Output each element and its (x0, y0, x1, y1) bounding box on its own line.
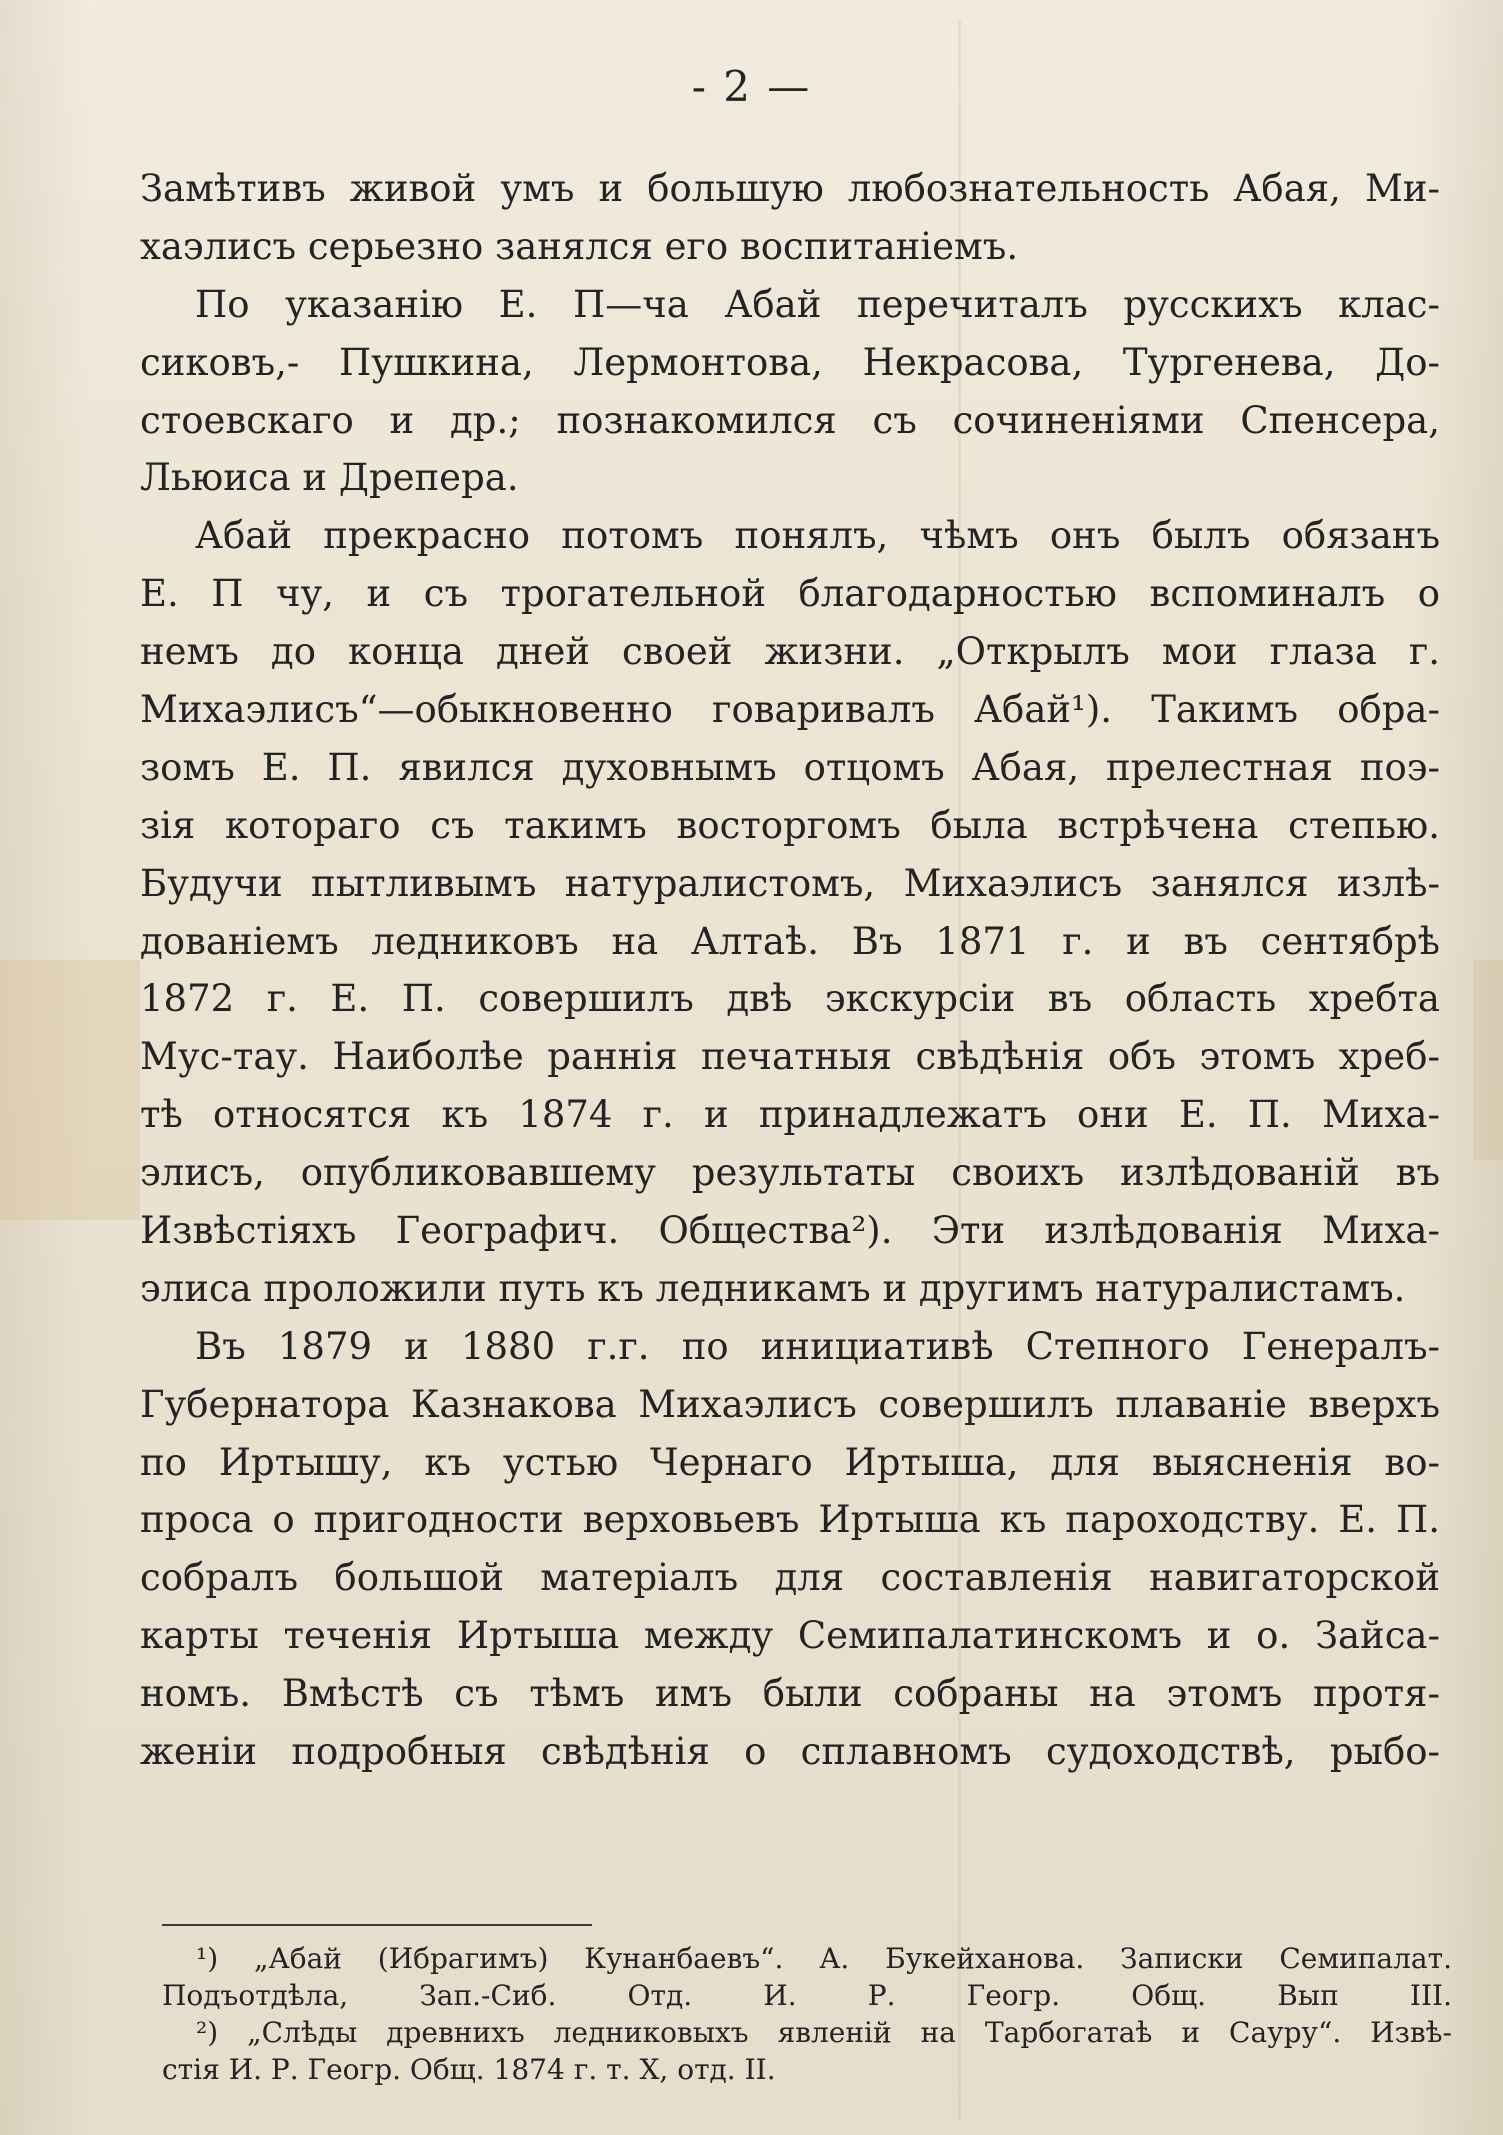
text-line: 1872 г. Е. П. совершилъ двѣ экскурсіи въ область хребта (140, 977, 1440, 1021)
text-line: Е. П чу, и съ трогательной благодарностью вспоминалъ о (140, 572, 1440, 616)
text-line: зія котораго съ такимъ восторгомъ была встрѣчена степью. (140, 803, 1440, 847)
text-line: элиса проложили путь къ ледникамъ и другимъ натуралистамъ. (140, 1266, 1406, 1310)
text-line: Мус-тау. Наиболѣе раннія печатныя свѣдѣнія объ этомъ хреб- (140, 1035, 1440, 1079)
text-line: тѣ относятся къ 1874 г. и принадлежатъ они Е. П. Миха- (140, 1093, 1440, 1137)
text-line: Будучи пытливымъ натуралистомъ, Михаэлисъ занялся излѣ- (140, 861, 1440, 905)
text-line: Въ 1879 и 1880 г.г. по инициативѣ Степного Генералъ- (195, 1324, 1440, 1368)
body-text (140, 160, 1440, 1781)
text-line: карты теченія Иртыша между Семипалатинскомъ и о. Зайса- (140, 1614, 1440, 1658)
text-line: по Иртышу, къ устью Чернаго Иртыша, для выясненія во- (140, 1440, 1440, 1484)
text-line: Губернатора Казнакова Михаэлисъ совершилъ плаваніе вверхъ (140, 1382, 1440, 1426)
text-line: немъ до конца дней своей жизни. „Открылъ мои глаза г. (140, 630, 1440, 674)
text-line: зомъ Е. П. явился духовнымъ отцомъ Абая, прелестная поэ- (140, 745, 1440, 789)
text-line: дованіемъ ледниковъ на Алтаѣ. Въ 1871 г. и въ сентябрѣ (140, 919, 1440, 963)
text-line: стоевскаго и др.; познакомился съ сочиненіями Спенсера, (140, 398, 1440, 442)
footnote-line: Подъотдѣла, Зап.-Сиб. Отд. И. Р. Геогр. Общ. Вып III. (162, 1979, 1452, 2012)
text-line: сиковъ,- Пушкина, Лермонтова, Некрасова, Тургенева, До- (140, 340, 1440, 384)
text-line: Льюиса и Дрепера. (140, 456, 519, 500)
text-line: хаэлисъ серьезно занялся его воспитаніемъ. (140, 224, 1019, 268)
text-line: Михаэлисъ“—обыкновенно говаривалъ Абай¹). Такимъ обра- (140, 688, 1440, 732)
page-number: - 2 — (691, 62, 812, 111)
footnotes (162, 1940, 1452, 2088)
footnote-line: ¹) „Абай (Ибрагимъ) Кунанбаевъ“. А. Букейханова. Записки Семипалат. (196, 1942, 1452, 1975)
paper-edge-stain (1473, 960, 1503, 1160)
text-line: Абай прекрасно потомъ понялъ, чѣмъ онъ былъ обязанъ (195, 514, 1440, 558)
text-line: По указанію Е. П—ча Абай перечиталъ русскихъ клас- (195, 282, 1440, 326)
text-line: Замѣтивъ живой умъ и большую любознательность Абая, Ми- (140, 167, 1440, 210)
text-line: женіи подробныя свѣдѣнія о сплавномъ судоходствѣ, рыбо- (140, 1730, 1440, 1774)
footnote-line: ²) „Слѣды древнихъ ледниковыхъ явленій на Тарбогатаѣ и Сауру“. Извѣ- (196, 2016, 1452, 2049)
paper-fold-stain (0, 960, 140, 1220)
footnote-line: стія И. Р. Геогр. Общ. 1874 г. т. X, отд. II. (162, 2053, 776, 2086)
footnote-divider (162, 1924, 592, 1926)
text-line: элисъ, опубликовавшему результаты своихъ излѣдованій въ (140, 1151, 1440, 1195)
text-line: Извѣстіяхъ Географич. Общества²). Эти излѣдованія Миха- (140, 1209, 1440, 1253)
text-line: проса о пригодности верховьевъ Иртыша къ пароходству. Е. П. (140, 1498, 1440, 1542)
text-line: собралъ большой матеріалъ для составленія навигаторской (140, 1556, 1440, 1600)
text-line: номъ. Вмѣстѣ съ тѣмъ имъ были собраны на этомъ протя- (140, 1672, 1440, 1716)
